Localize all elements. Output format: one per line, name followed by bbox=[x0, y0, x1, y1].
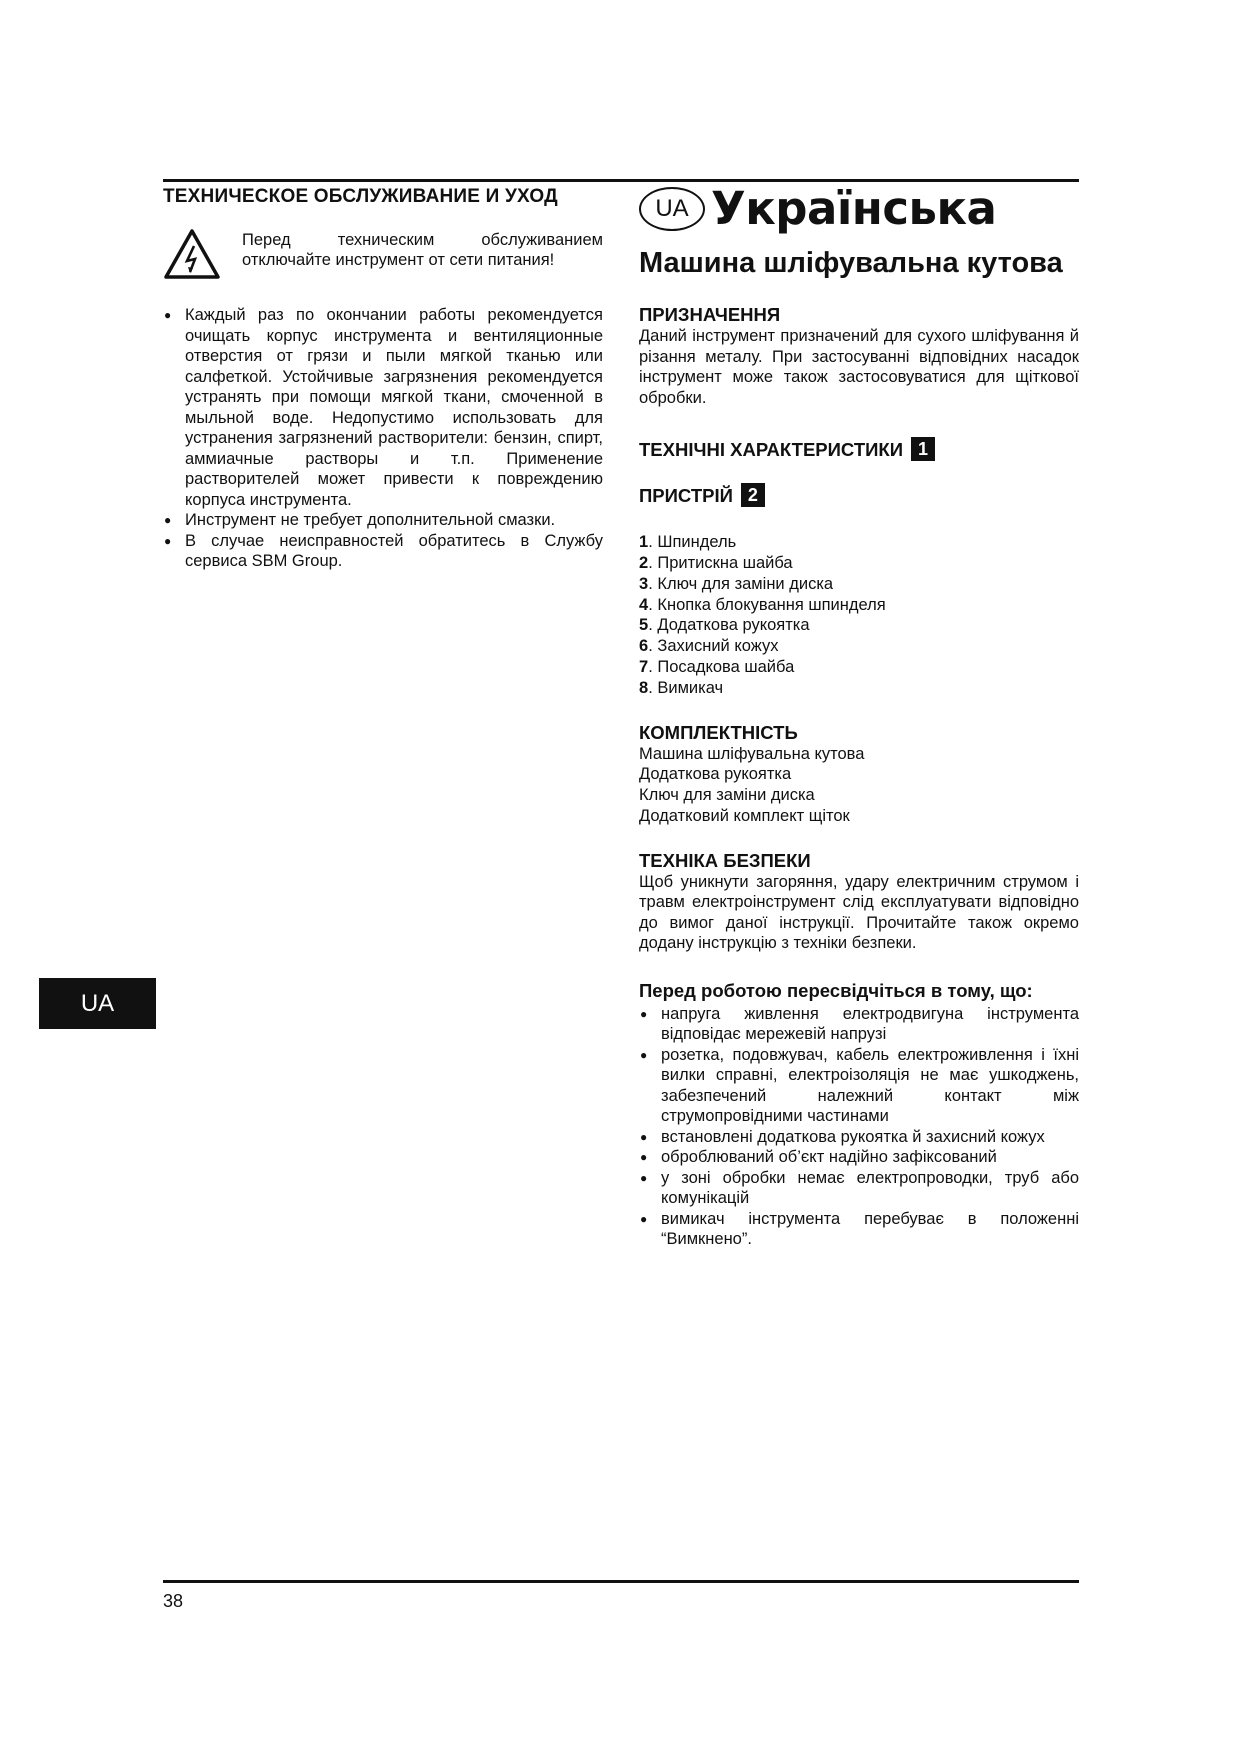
kit-heading: КОМПЛЕКТНІСТЬ bbox=[639, 721, 798, 743]
list-item: 6. Захисний кожух bbox=[639, 637, 779, 656]
kit-list bbox=[639, 744, 1079, 827]
side-language-tab: UA bbox=[39, 978, 156, 1029]
list-item: ● В случае неисправностей обратитесь в Службу сервиса SBM Group. bbox=[163, 531, 603, 572]
high-voltage-warning-icon bbox=[163, 228, 221, 280]
list-item: 8. Вимикач bbox=[639, 678, 724, 697]
language-code-badge: UA bbox=[639, 187, 705, 231]
list-item: ● вимикач інструмента перебуває в положенні “Вимкнено”. bbox=[639, 1209, 1079, 1250]
list-item: 5. Додаткова рукоятка bbox=[639, 616, 810, 635]
right-column bbox=[639, 182, 1079, 1250]
list-item: 7. Посадкова шайба bbox=[639, 658, 795, 676]
list-item: Ключ для заміни диска bbox=[639, 786, 815, 805]
list-item: Додатковий комплект щіток bbox=[639, 806, 850, 825]
figure-badge: 1 bbox=[911, 437, 935, 461]
list-item: Додаткова рукоятка bbox=[639, 765, 792, 784]
list-item: 2. Притискна шайба bbox=[639, 554, 793, 573]
list-item: ● Инструмент не требует дополнительной смазки. bbox=[163, 510, 603, 531]
warning-text: Перед техническим обслуживанием отключайте инструмент от сети питания! bbox=[242, 231, 603, 269]
product-title: Машина шліфувальна кутова bbox=[639, 247, 1063, 279]
list-item: ● у зоні обробки немає електропроводки, труб або комунікацій bbox=[639, 1168, 1079, 1209]
purpose-heading: ПРИЗНАЧЕННЯ bbox=[639, 304, 781, 325]
list-item: ● встановлені додаткова рукоятка й захисний кожух bbox=[639, 1127, 1079, 1148]
device-heading bbox=[639, 485, 1079, 509]
list-item: ● Каждый раз по окончании работы рекомендуется очищать корпус инструмента и вентиляционные отверстия от грязи и пыли мягкой тканью или салфеткой. Устойчивые загрязнения рекомендуется устранять при помощи мягкой ткани, смоченной в мыльной воде. Недопустимо использовать для устранения загрязнений растворители: бензин, спирт, аммиачные растворы и т.п. Применение растворителей может привести к повреждению корпуса инструмента. bbox=[163, 305, 603, 510]
safety-text: Щоб уникнути загоряння, удару електричним струмом і травм електроінструмент слід експлуатувати відповідно до вимог даної інструкції. Прочитайте також окремо додану інструкцію з техніки безпеки. bbox=[639, 872, 1079, 953]
maintenance-list bbox=[163, 305, 603, 572]
specs-heading bbox=[639, 439, 1079, 463]
purpose-text: Даний інструмент призначений для сухого шліфування й різання металу. При застосуванні відповідних насадок інструмент може також застосовуватися для щіткової обробки. bbox=[639, 327, 1079, 407]
page-number: 38 bbox=[163, 1591, 184, 1611]
list-item: Машина шліфувальна кутова bbox=[639, 744, 865, 763]
warning-block bbox=[163, 230, 603, 280]
specs-heading-label: ТЕХНІЧНІ ХАРАКТЕРИСТИКИ bbox=[639, 439, 904, 460]
device-heading-label: ПРИСТРІЙ bbox=[639, 485, 733, 507]
left-column bbox=[163, 186, 603, 572]
maintenance-heading: ТЕХНИЧЕСКОЕ ОБСЛУЖИВАНИЕ И УХОД bbox=[163, 186, 558, 207]
list-item: ● напруга живлення електродвигуна інструмента відповідає мережевій напрузі bbox=[639, 1004, 1079, 1045]
language-header bbox=[639, 182, 1079, 235]
language-title: Українська bbox=[711, 182, 997, 235]
check-heading: Перед роботою пересвідчіться в тому, що: bbox=[639, 979, 1033, 1001]
safety-heading: ТЕХНІКА БЕЗПЕКИ bbox=[639, 849, 811, 871]
list-item: 1. Шпиндель bbox=[639, 533, 737, 552]
list-item: 4. Кнопка блокування шпинделя bbox=[639, 595, 886, 614]
list-item: ● оброблюваний об’єкт надійно зафіксований bbox=[639, 1147, 1079, 1168]
check-list bbox=[639, 1004, 1079, 1250]
list-item: 3. Ключ для заміни диска bbox=[639, 574, 834, 593]
list-item: ● розетка, подовжувач, кабель електроживлення і їхні вилки справні, електроізоляція не має ушкоджень, забезпечений належний контакт між струмопровідними частинами bbox=[639, 1045, 1079, 1127]
device-parts-list bbox=[639, 532, 1079, 698]
figure-badge: 2 bbox=[741, 483, 765, 507]
bottom-rule bbox=[163, 1580, 1079, 1583]
